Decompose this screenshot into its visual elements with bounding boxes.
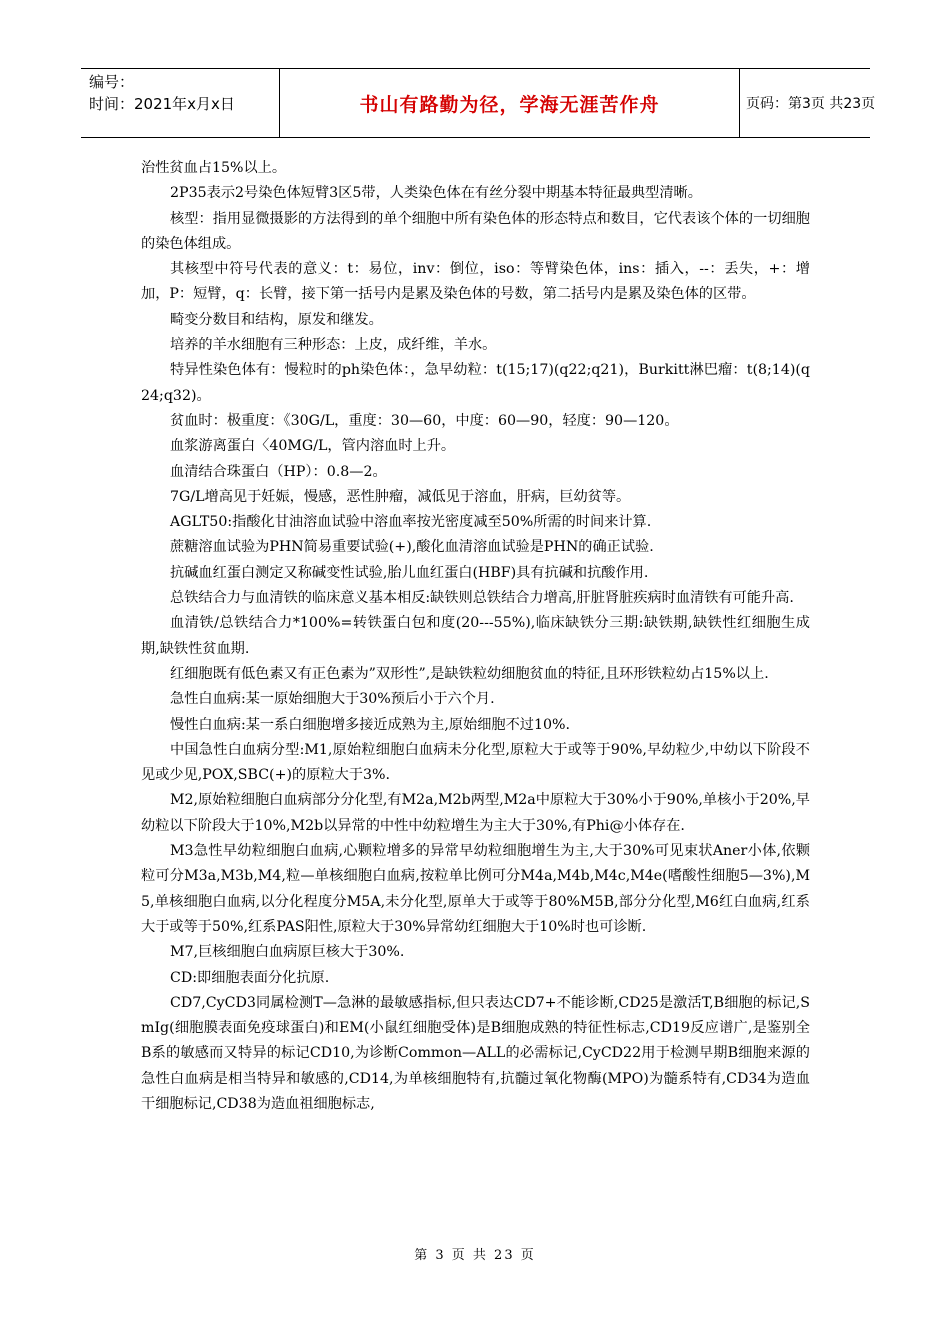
body-paragraph: 培养的羊水细胞有三种形态：上皮，成纤维，羊水。 <box>170 337 497 354</box>
body-paragraph: 中国急性白血病分型:M1,原始粒细胞白血病未分化型,原粒大于或等于90%,早幼粒少,中幼以下阶段不见或少见,POX,SBC(+)的原粒大于3%. <box>141 741 810 784</box>
body-paragraph: 抗碱血红蛋白测定又称碱变性试验,胎儿血红蛋白(HBF)具有抗碱和抗酸作用. <box>170 564 649 581</box>
page-header <box>81 68 876 138</box>
body-paragraph: M2,原始粒细胞白血病部分分化型,有M2a,M2b两型,M2a中原粒大于30%小于90%,单核小于20%,早幼粒以下阶段大于10%,M2b以异常的中性中幼粒增生为主大于30%,有Phi@小体存在. <box>141 792 810 834</box>
body-paragraph: CD:即细胞表面分化抗原. <box>170 969 330 986</box>
body-paragraph: 血清铁/总铁结合力*100%=转铁蛋白包和度(20---55%),临床缺铁分三期:缺铁期,缺铁性红细胞生成期,缺铁性贫血期. <box>141 615 810 657</box>
body-paragraph: 核型：指用显微摄影的方法得到的单个细胞中所有染色体的形态特点和数目，它代表该个体的一切细胞的染色体组成。 <box>141 210 810 252</box>
body-paragraph: 总铁结合力与血清铁的临床意义基本相反:缺铁则总铁结合力增高,肝脏肾脏疾病时血清铁有可能升高. <box>170 590 794 607</box>
document-time-label: 时间：2021年x月x日 <box>89 95 235 113</box>
body-paragraph: 畸变分数目和结构，原发和继发。 <box>170 311 383 328</box>
body-paragraph: M3急性早幼粒细胞白血病,心颗粒增多的异常早幼粒细胞增生为主,大于30%可见束状Aner小体,依颗粒可分M3a,M3b,M4,粒—单核细胞白血病,按粒单比例可分M4a,M4b,M4c,M4e(嗜酸性细胞5—3%),M5,单核细胞白血病,以分化程度分M5A,未分化型,原单大于或等于80%M5B,部分分化型,M6红白血病,红系大于或等于50%,红系PAS阳性,原粒大于30%异常幼红细胞大于10%时也可诊断. <box>141 843 810 935</box>
header-motto: 书山有路勤为径，学海无涯苦作舟 <box>280 69 740 137</box>
body-paragraph: 7G/L增高见于妊娠，慢感，恶性肿瘤，减低见于溶血，肝病，巨幼贫等。 <box>170 488 631 505</box>
page-footer: 第 3 页 共 23 页 <box>414 1248 536 1263</box>
body-paragraph: 血浆游离蛋白〈40MG/L，管内溶血时上升。 <box>170 438 456 455</box>
body-paragraph: 其核型中符号代表的意义：t：易位，inv：倒位，iso：等臂染色体，ins：插入，--：丢失，+：增加，P：短臂，q：长臂，接下第一括号内是累及染色体的号数，第二括号内是累及染色体的区带。 <box>141 261 810 303</box>
body-paragraph: CD7,CyCD3同属检测T—急淋的最敏感指标,但只表达CD7+不能诊断,CD25是激活T,B细胞的标记,SmIg(细胞膜表面免疫球蛋白)和EM(小鼠红细胞受体)是B细胞成熟的特征性标志,CD19反应谱广,是鉴别全B系的敏感而又特异的标记CD10,为诊断Common—ALL的必需标记,CyCD22用于检测早期B细胞来源的急性白血病是相当特异和敏感的,CD14,为单核细胞特有,抗髓过氧化物酶(MPO)为髓系特有,CD34为造血干细胞标记,CD38为造血祖细胞标志, <box>141 994 810 1112</box>
body-paragraph: 红细胞既有低色素又有正色素为”双形性”,是缺铁粒幼细胞贫血的特征,且环形铁粒幼占15%以上. <box>170 665 769 682</box>
body-paragraph: AGLT50:指酸化甘油溶血试验中溶血率按光密度减至50%所需的时间来计算. <box>170 514 652 531</box>
body-paragraph: M7,巨核细胞白血病原巨核大于30%. <box>170 944 405 961</box>
body-paragraph: 2P35表示2号染色体短臂3区5带，人类染色体在有丝分裂中期基本特征最典型清晰。 <box>170 185 702 202</box>
body-paragraph: 血清结合珠蛋白（HP）：0.8—2。 <box>170 463 387 480</box>
body-paragraph: 蔗糖溶血试验为PHN简易重要试验(+),酸化血清溶血试验是PHN的确正试验. <box>170 539 654 556</box>
header-meta <box>81 69 280 137</box>
body-paragraph: 治性贫血占15%以上。 <box>141 160 287 176</box>
header-page-info: 页码：第3页 共23页 <box>746 96 876 112</box>
body-paragraph: 特异性染色体有：慢粒时的ph染色体：，急早幼粒：t(15;17)(q22;q21)，Burkitt淋巴瘤：t(8;14)(q24;q32)。 <box>141 362 810 404</box>
body-paragraph: 慢性白血病:某一系白细胞增多接近成熟为主,原始细胞不过10%. <box>170 716 571 733</box>
document-body <box>141 156 810 1117</box>
body-paragraph: 贫血时：极重度：《30G/L，重度：30—60，中度：60—90，轻度：90—120。 <box>170 412 679 429</box>
body-paragraph: 急性白血病:某一原始细胞大于30%预后小于六个月. <box>170 691 495 708</box>
document-number-label: 编号： <box>89 73 135 91</box>
